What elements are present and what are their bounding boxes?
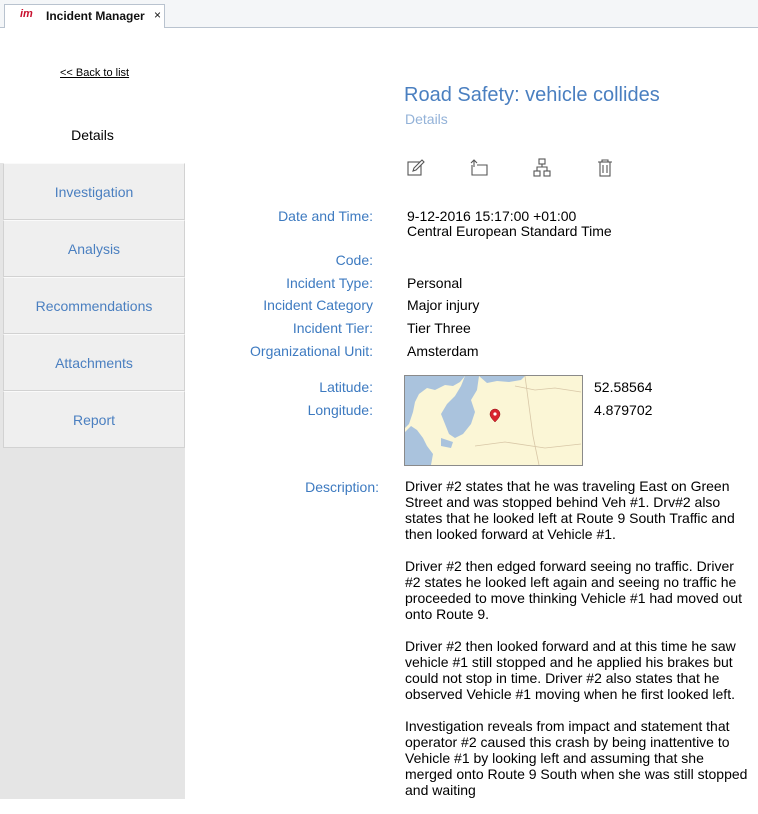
edit-icon[interactable] [405, 157, 427, 179]
tab-bar [0, 0, 758, 28]
longitude-label: Longitude: [307, 402, 373, 418]
hierarchy-icon[interactable] [531, 157, 553, 179]
longitude-value: 4.879702 [594, 402, 653, 418]
incident-tier-label: Incident Tier: [292, 320, 373, 336]
date-time-value: 9-12-2016 15:17:00 +01:00 [407, 208, 577, 224]
description-label: Description: [305, 479, 379, 495]
sidebar-header [0, 28, 185, 163]
location-map[interactable] [404, 375, 583, 466]
delete-icon[interactable] [594, 157, 616, 179]
code-label: Code: [335, 252, 373, 268]
sidebar-item-recommendations[interactable]: Recommendations [3, 277, 185, 334]
tab-incident-manager[interactable] [4, 4, 165, 28]
incident-category-label: Incident Category [263, 297, 373, 313]
organizational-unit-label: Organizational Unit: [250, 343, 373, 359]
sidebar-item-analysis[interactable]: Analysis [3, 220, 185, 277]
incident-type-value: Personal [407, 275, 463, 291]
description-paragraph: Investigation reveals from impact and statement that operator #2 caused this crash by being inattentive to Vehicle #1 by looking left and assuming that she merged onto Route 9 South when she was still stopped and waiting [405, 718, 748, 798]
timezone-value: Central European Standard Time [407, 223, 612, 239]
app-logo-icon: im [20, 8, 33, 20]
description-text [405, 478, 750, 814]
description-paragraph: Driver #2 then looked forward and at this time he saw vehicle #1 still stopped and he applied his brakes but could not stop in time. Driver #2 also states that he observed Vehicle #1 moving when he first looked left. [405, 638, 736, 702]
description-paragraph: Driver #2 states that he was traveling East on Green Street and was stopped behind Veh #1. Drv#2 also states that he looked left at Route 9 South Traffic and then looked forward at Vehicle #1. [405, 478, 735, 542]
sidebar [0, 28, 185, 799]
description-paragraph: Driver #2 then edged forward seeing no traffic. Driver #2 states he looked left again and seeing no traffic he proceeded to move thinking Vehicle #1 had moved out onto Route 9. [405, 558, 743, 622]
incident-category-value: Major injury [407, 297, 480, 313]
sidebar-item-investigation[interactable]: Investigation [3, 163, 185, 220]
move-icon[interactable] [468, 157, 490, 179]
back-to-list-link[interactable]: << Back to list [60, 67, 130, 79]
latitude-label: Latitude: [319, 379, 373, 395]
sidebar-item-attachments[interactable]: Attachments [3, 334, 185, 391]
latitude-value: 52.58564 [594, 379, 653, 395]
date-time-label: Date and Time: [278, 208, 373, 224]
incident-tier-value: Tier Three [407, 320, 471, 336]
organizational-unit-value: Amsterdam [407, 343, 479, 359]
incident-type-label: Incident Type: [286, 275, 373, 291]
page-title: Road Safety: vehicle collides [404, 84, 660, 106]
tab-title: Incident Manager [46, 9, 145, 23]
sidebar-item-details[interactable]: Details [71, 127, 114, 143]
close-icon[interactable]: × [154, 8, 162, 22]
sidebar-item-report[interactable]: Report [3, 391, 185, 448]
page-subtitle: Details [405, 111, 448, 127]
